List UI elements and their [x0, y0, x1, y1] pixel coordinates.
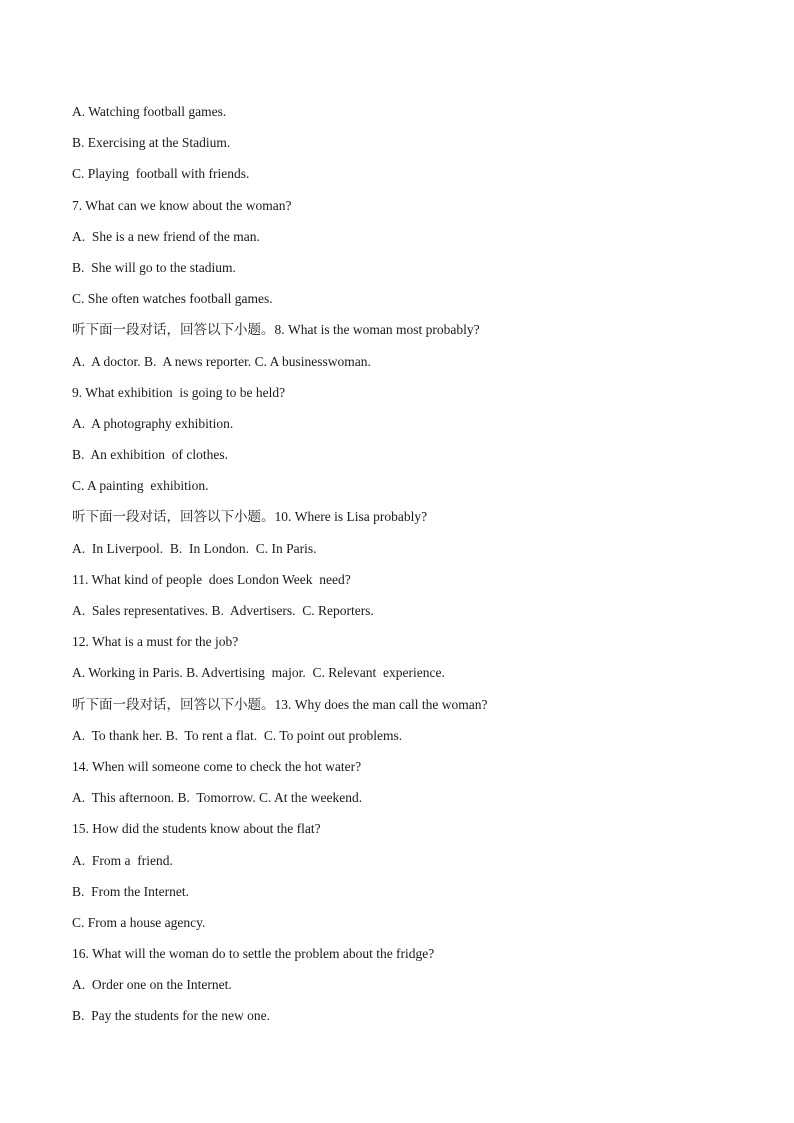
section-intro-question-10: 听下面一段对话，回答以下小题。10. Where is Lisa probably?: [72, 509, 428, 525]
option-b: B. An exhibition of clothes.: [72, 447, 228, 463]
options-13: A. To thank her. B. To rent a flat. C. To point out problems.: [72, 727, 403, 743]
option-c: C. Playing football with friends.: [72, 166, 250, 182]
option-c: C. She often watches football games.: [72, 291, 273, 307]
question-9: 9. What exhibition is going to be held?: [72, 384, 286, 400]
question-15: 15. How did the students know about the flat?: [72, 821, 321, 837]
option-c: C. From a house agency.: [72, 914, 206, 930]
question-7: 7. What can we know about the woman?: [72, 197, 292, 213]
option-a: A. Order one on the Internet.: [72, 977, 232, 993]
question-11: 11. What kind of people does London Week need?: [72, 571, 351, 587]
option-b: B. Exercising at the Stadium.: [72, 135, 231, 151]
options-11: A. Sales representatives. B. Advertisers. C. Reporters.: [72, 603, 374, 618]
question-12: 12. What is a must for the job?: [72, 634, 239, 650]
question-list: [72, 102, 752, 1038]
question-16: 16. What will the woman do to settle the problem about the fridge?: [72, 946, 435, 962]
option-b: B. She will go to the stadium.: [72, 259, 236, 275]
options-12: A. Working in Paris. B. Advertising major. C. Relevant experience.: [72, 665, 445, 681]
option-b: B. From the Internet.: [72, 883, 189, 899]
option-a: A. From a friend.: [72, 852, 173, 868]
option-a: A. Watching football games.: [72, 104, 227, 119]
option-a: A. She is a new friend of the man.: [72, 228, 260, 244]
option-c: C. A painting exhibition.: [72, 478, 209, 494]
section-intro-question-8: 听下面一段对话，回答以下小题。8. What is the woman most probably?: [72, 322, 480, 338]
options-10: A. In Liverpool. B. In London. C. In Paris.: [72, 540, 317, 556]
options-14: A. This afternoon. B. Tomorrow. C. At the weekend.: [72, 790, 363, 806]
option-a: A. A photography exhibition.: [72, 415, 234, 431]
section-intro-question-13: 听下面一段对话，回答以下小题。13. Why does the man call the woman?: [72, 696, 488, 712]
options-8: A. A doctor. B. A news reporter. C. A businesswoman.: [72, 353, 371, 369]
question-14: 14. When will someone come to check the hot water?: [72, 758, 362, 774]
option-b: B. Pay the students for the new one.: [72, 1008, 270, 1024]
